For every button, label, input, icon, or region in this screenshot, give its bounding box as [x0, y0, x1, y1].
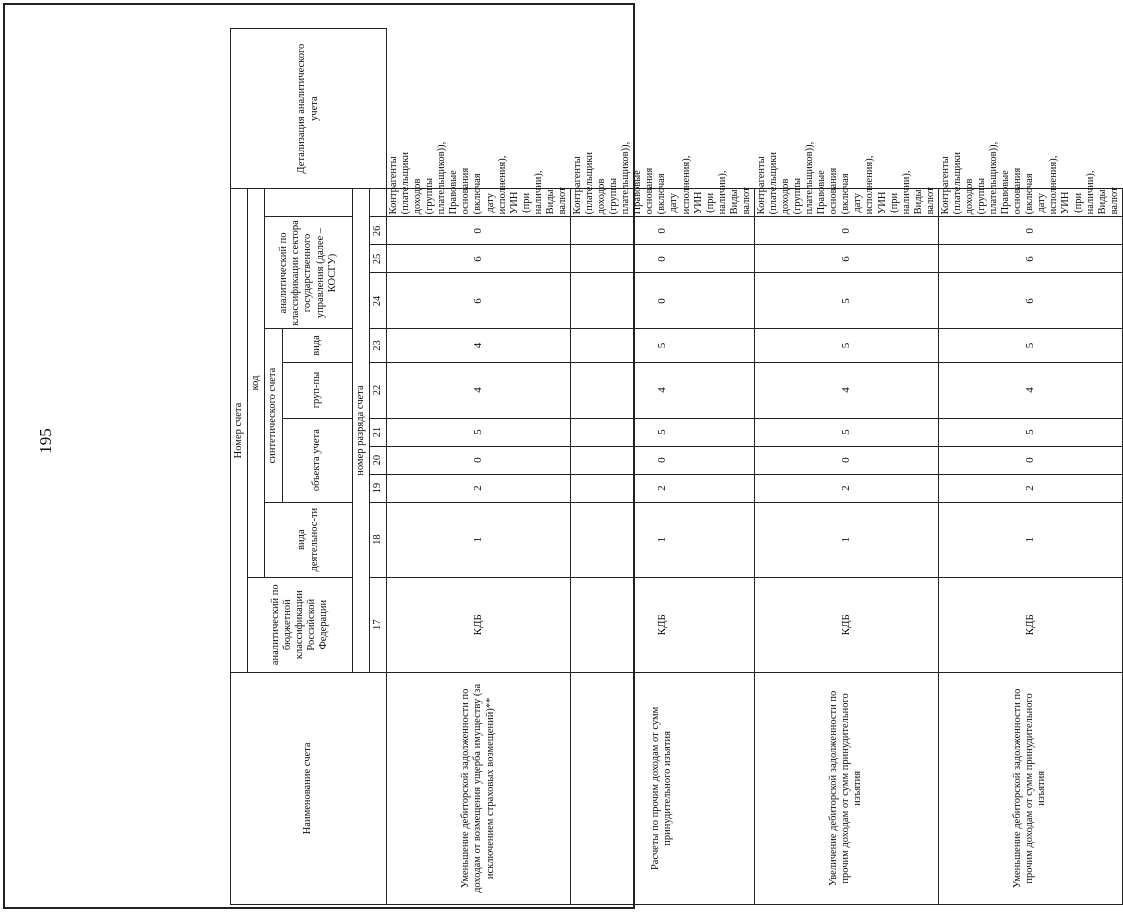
- cell: 4: [387, 329, 571, 362]
- cell: 4: [387, 362, 571, 418]
- cell: 1: [387, 502, 571, 577]
- header-object: объекта учета: [283, 418, 353, 502]
- table-row: [387, 29, 571, 905]
- cell: 0: [570, 273, 754, 329]
- cell: 6: [387, 245, 571, 273]
- row-detail: Контрагенты (плательщики доходов (группы плательщиков)), Правовые основания (включая дату исполнения), УИН (при наличии), Виды валют: [754, 189, 938, 217]
- cell: 2: [938, 474, 1122, 502]
- header-activity-type: вида деятельнос-ти: [265, 502, 353, 577]
- col-num: 21: [370, 418, 387, 446]
- header-digit-number: номер разряда счета: [353, 189, 370, 672]
- cell: 6: [938, 273, 1122, 329]
- cell: 0: [387, 217, 571, 245]
- cell: 5: [570, 329, 754, 362]
- cell: 0: [754, 217, 938, 245]
- col-num: 25: [370, 245, 387, 273]
- cell: 0: [570, 217, 754, 245]
- cell: КДБ: [938, 577, 1122, 672]
- cell: 1: [570, 502, 754, 577]
- cell: 5: [754, 418, 938, 446]
- cell: 5: [570, 418, 754, 446]
- cell: 2: [387, 474, 571, 502]
- cell: 1: [938, 502, 1122, 577]
- cell: 1: [754, 502, 938, 577]
- rotated-table-container: [230, 28, 1120, 905]
- header-synthetic: синтетического счета: [265, 329, 283, 502]
- cell: 5: [754, 329, 938, 362]
- cell: 2: [754, 474, 938, 502]
- cell: 6: [754, 245, 938, 273]
- col-num: 24: [370, 273, 387, 329]
- row-detail: Контрагенты (плательщики доходов (группы плательщиков)), Правовые основания (включая дату исполнения), УИН (при наличии), Виды валют: [570, 189, 754, 217]
- header-kosgu: аналитический по классификации сектора государственного управления (далее – КОСГУ): [265, 217, 353, 329]
- row-name: Увеличение дебиторской задолженности по прочим доходам от сумм принудительного изъятия: [754, 672, 938, 904]
- header-code: код: [248, 189, 265, 577]
- col-num: 23: [370, 329, 387, 362]
- table-row: [570, 29, 754, 905]
- col-num: 26: [370, 217, 387, 245]
- header-budget-class: аналитический по бюджетной классификации Российской Федерации: [248, 577, 353, 672]
- cell: 0: [938, 446, 1122, 474]
- cell: 6: [938, 245, 1122, 273]
- header-detail: Детализация аналитического учета: [231, 29, 387, 189]
- col-num: 17: [370, 577, 387, 672]
- cell: КДБ: [754, 577, 938, 672]
- cell: 5: [938, 418, 1122, 446]
- header-name: Наименование счета: [231, 672, 387, 904]
- cell: 5: [938, 329, 1122, 362]
- header-group: груп-пы: [283, 362, 353, 418]
- row-name: Расчеты по прочим доходам от сумм принудительного изъятия: [570, 672, 754, 904]
- cell: 5: [387, 418, 571, 446]
- cell: 0: [938, 217, 1122, 245]
- header-account-number: Номер счета: [231, 189, 248, 672]
- col-num: 18: [370, 502, 387, 577]
- cell: КДБ: [387, 577, 571, 672]
- col-num: 20: [370, 446, 387, 474]
- cell: 4: [754, 362, 938, 418]
- cell: 0: [387, 446, 571, 474]
- col-num-empty: [370, 189, 387, 217]
- cell: 0: [570, 245, 754, 273]
- cell: 0: [754, 446, 938, 474]
- cell: 0: [570, 446, 754, 474]
- cell: КДБ: [570, 577, 754, 672]
- accounts-table: [230, 28, 1123, 905]
- page-number-text: 195: [36, 428, 55, 454]
- cell: 6: [387, 273, 571, 329]
- cell: 2: [570, 474, 754, 502]
- row-name: Уменьшение дебиторской задолженности по прочим доходам от сумм принудительного изъятия: [938, 672, 1122, 904]
- row-name: Уменьшение дебиторской задолженности по доходам от возмещения ущерба имуществу (за исключением страховых возмещений)**: [387, 672, 571, 904]
- table-row: [938, 29, 1122, 905]
- page-number: [35, 421, 57, 461]
- cell: 5: [754, 273, 938, 329]
- cell: 4: [570, 362, 754, 418]
- table-row: [754, 29, 938, 905]
- cell: 4: [938, 362, 1122, 418]
- col-num: 19: [370, 474, 387, 502]
- header-kind: вида: [283, 329, 353, 362]
- row-detail: Контрагенты (плательщики доходов (группы плательщиков)), Правовые основания (включая дату исполнения), УИН (при наличии), Виды валют: [387, 189, 571, 217]
- col-num: 22: [370, 362, 387, 418]
- row-detail: Контрагенты (плательщики доходов (группы плательщиков)), Правовые основания (включая дату исполнения), УИН (при наличии), Виды валют: [938, 189, 1122, 217]
